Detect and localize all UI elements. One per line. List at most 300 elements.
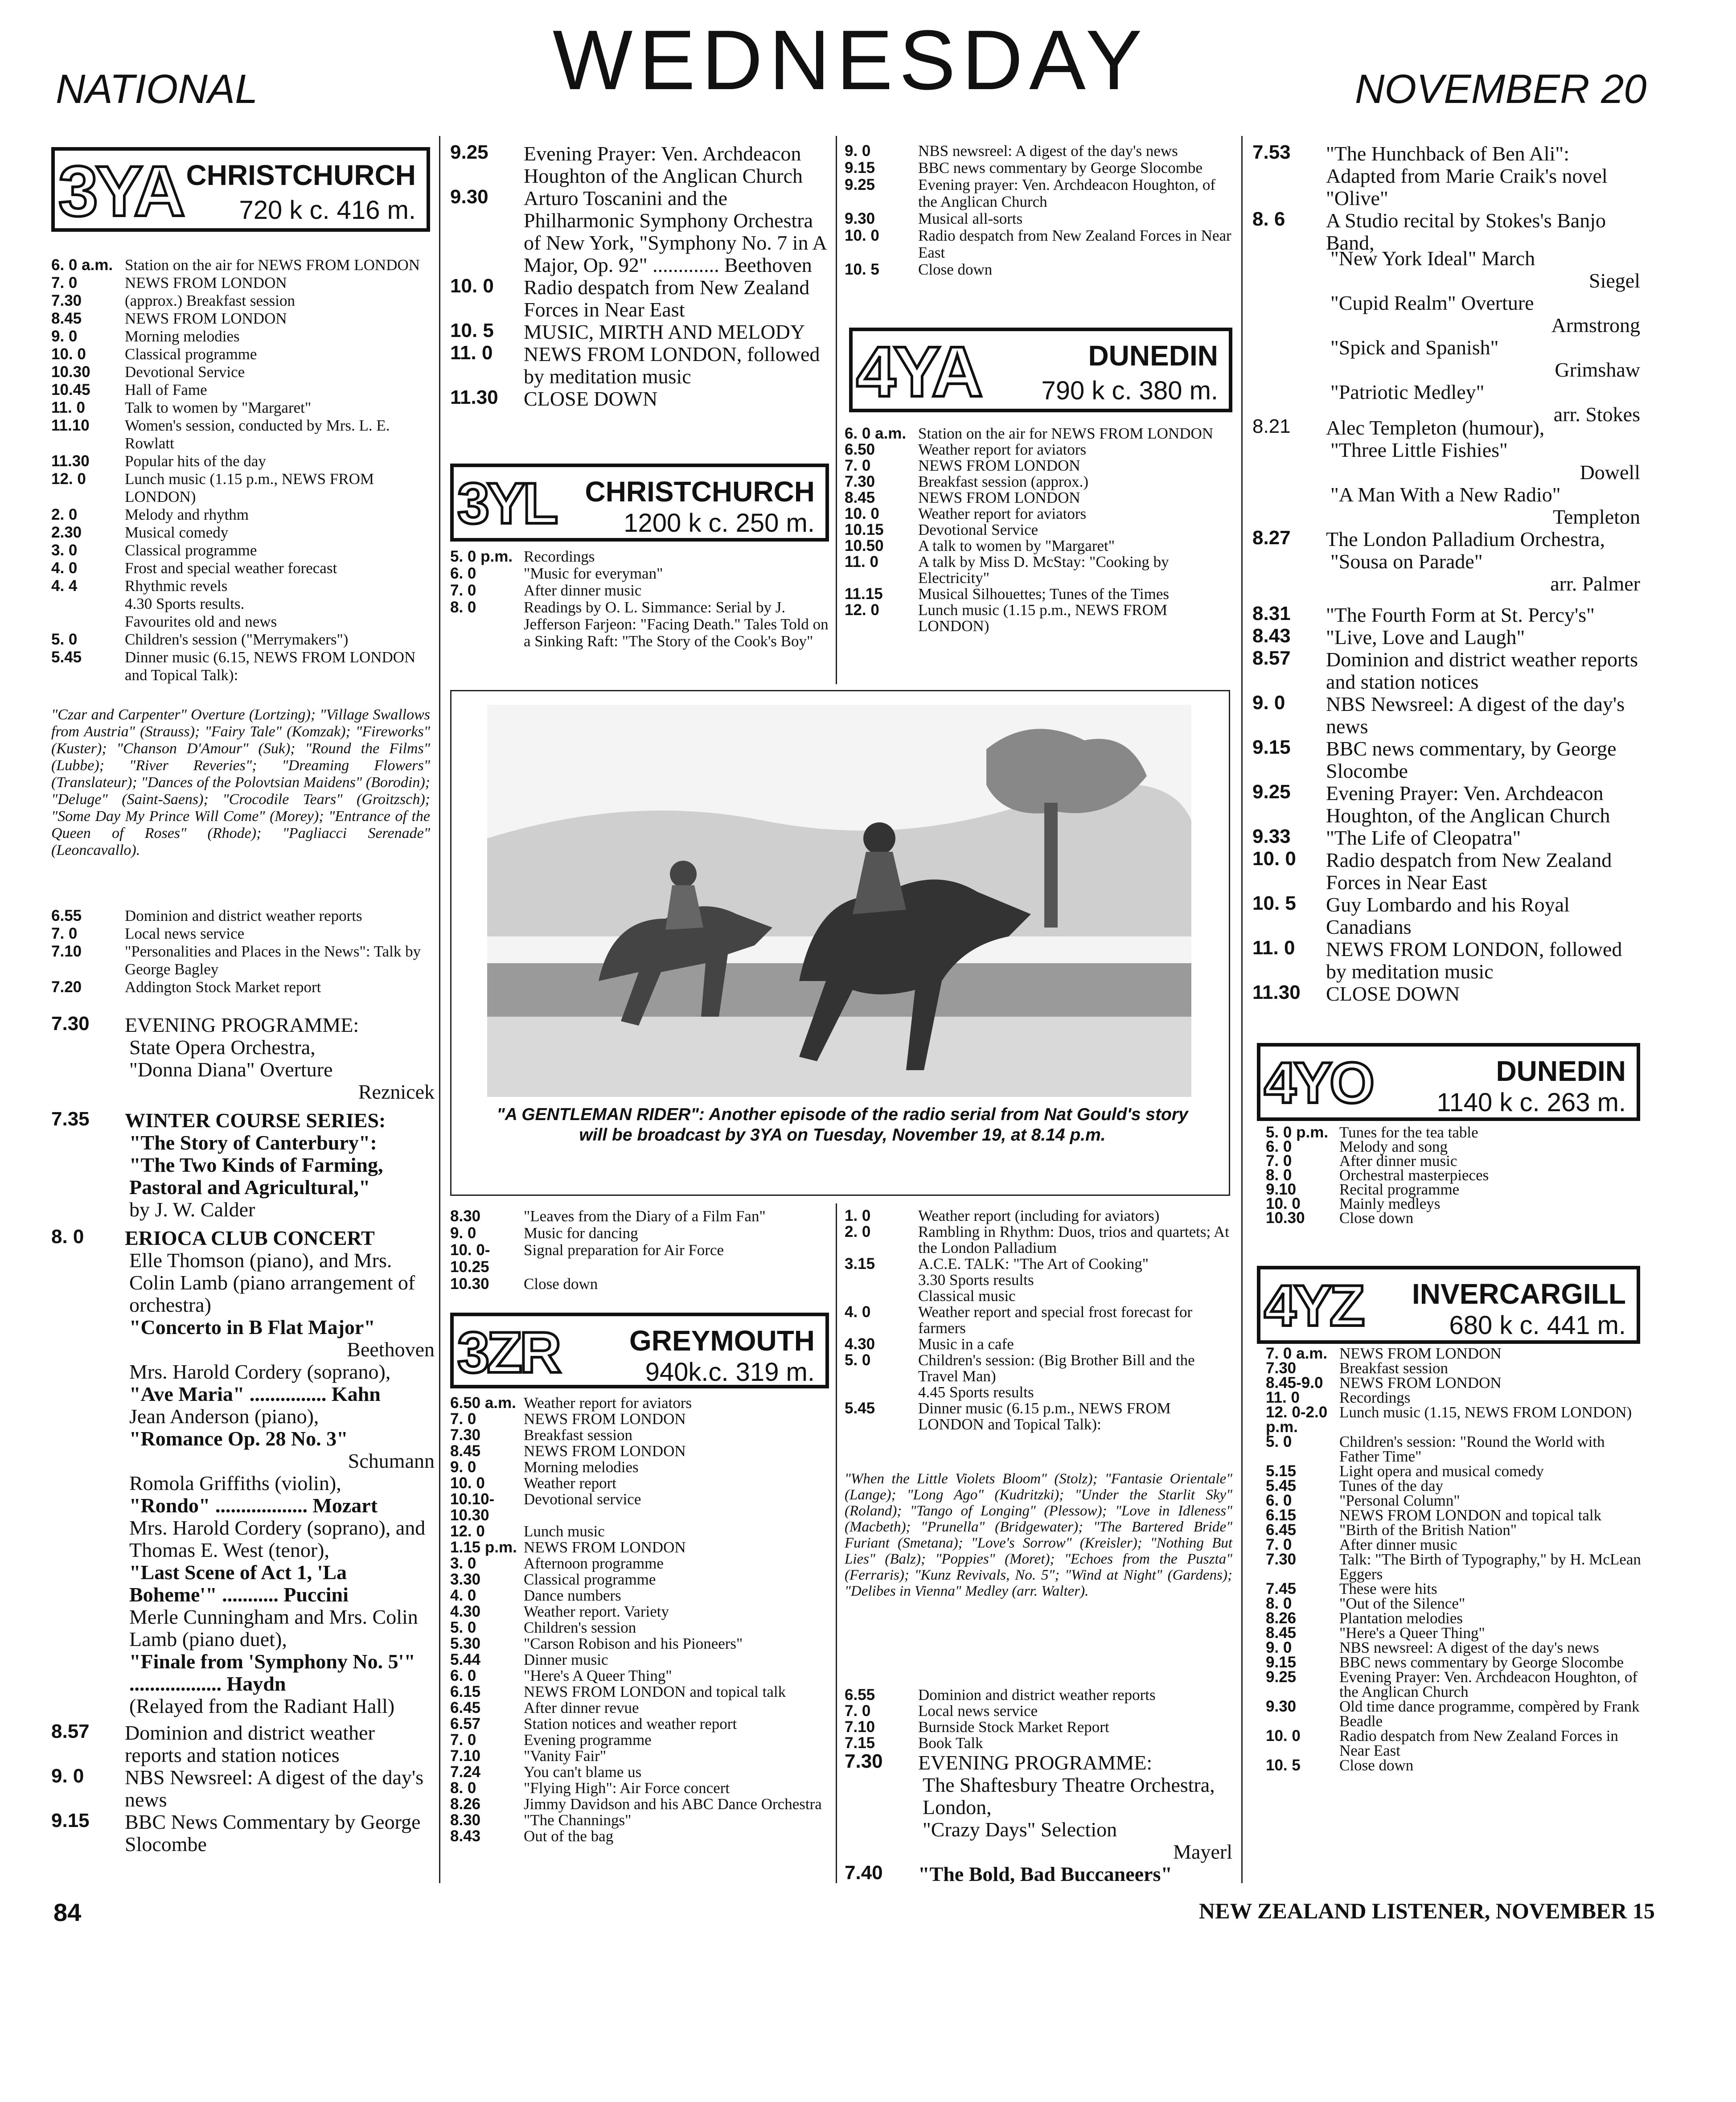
programme-text: Arturo Toscanini and the Philharmonic Symphony Orchestra of New York, "Symphony No. 7 in A Major, Op. 92" ............. Beethoven [524, 187, 826, 276]
time-label: 3. 0 [450, 1555, 476, 1572]
programme-line: "Three Little Fishies" [1330, 439, 1508, 461]
schedule-entry [1252, 604, 1640, 626]
programme-text: Rhythmic revels [125, 577, 228, 595]
programme-heading: ERIOCA CLUB CONCERT [125, 1227, 375, 1249]
programme-text: Children's session [524, 1619, 636, 1636]
time-label: 10.15 [845, 521, 884, 538]
programme-text: Morning melodies [125, 328, 240, 345]
time-label: 7.30 [845, 1750, 883, 1772]
time-label: 7.10 [51, 943, 82, 960]
programme-text: "Vanity Fair" [524, 1747, 607, 1765]
programme-text: Station notices and weather report [524, 1715, 737, 1733]
schedule-entry [845, 1687, 1232, 1703]
programme-text: "The Life of Cleopatra" [1326, 826, 1521, 849]
programme-text: Evening Prayer: Ven. Archdeacon Houghton, of the Anglican Church [1339, 1668, 1638, 1700]
schedule-entry [450, 1459, 829, 1475]
programme-text: Lunch music (1.15 p.m., NEWS FROM LONDON) [125, 470, 374, 505]
schedule-entry [51, 274, 430, 292]
time-label: 7.24 [450, 1763, 481, 1781]
programme-text: Classical programme [524, 1571, 656, 1588]
schedule-entry [51, 613, 430, 631]
schedule-entry [51, 417, 430, 452]
schedule-entry [845, 227, 1232, 261]
station-city: DUNEDIN [1088, 340, 1218, 372]
programme-text: Lunch music (1.15, NEWS FROM LONDON) [1339, 1404, 1632, 1421]
programme-text: Recordings [1339, 1389, 1411, 1406]
time-label: 4. 0 [51, 559, 78, 577]
time-label: 9.25 [1266, 1668, 1297, 1686]
programme-text: Evening programme [524, 1731, 652, 1749]
schedule-entry [1266, 1464, 1645, 1478]
programme-text: Dominion and district weather reports and station notices [1326, 648, 1638, 693]
schedule-entry [1266, 1375, 1645, 1390]
schedule-entry [450, 1620, 829, 1636]
station-call-sign: 3ZR [457, 1320, 559, 1385]
programme-text: Talk to women by "Margaret" [125, 399, 312, 416]
time-label: 9. 0 [845, 142, 871, 160]
composer: Grimshaw [1555, 358, 1640, 381]
time-label: 12. 0 [51, 470, 86, 488]
time-label: 9. 0 [51, 328, 78, 345]
time-label: 5. 0 [1266, 1433, 1292, 1450]
programme-line: BBC News Commentary by George Slocombe [125, 1811, 421, 1856]
programme-text: Weather report and special frost forecast for farmers [918, 1303, 1193, 1337]
time-label: 6. 0 [450, 565, 476, 582]
programme-text: Weather report for aviators [918, 441, 1087, 458]
programme-text: Close down [1339, 1757, 1414, 1774]
programme-line: NBS Newsreel: A digest of the day's news [125, 1766, 424, 1811]
time-label: 6.45 [450, 1699, 481, 1716]
schedule-entry [845, 522, 1232, 538]
station-box-4yo [1257, 1043, 1640, 1121]
programme-line: "Romance Op. 28 No. 3" [129, 1427, 348, 1450]
programme-line: Dominion and district weather reports and station notices [125, 1721, 375, 1766]
time-label: 7.30 [450, 1426, 481, 1444]
programme-text: Favourites old and news [125, 613, 277, 630]
schedule-entry [845, 586, 1232, 602]
programme-text: Musical comedy [125, 524, 229, 541]
time-label: 7.30 [1266, 1359, 1297, 1377]
time-label: 9.25 [1252, 781, 1291, 803]
schedule-3ya-evening [51, 907, 430, 996]
schedule-entry [1266, 1626, 1645, 1640]
time-label: 10.45 [51, 381, 90, 398]
schedule-entry [450, 276, 829, 321]
schedule-entry [51, 399, 430, 417]
programme-line: The London Palladium Orchestra, [1326, 528, 1605, 550]
station-frequency: 940k.c. 319 m. [645, 1358, 815, 1387]
station-city: GREYMOUTH [629, 1325, 815, 1357]
programme-text: Radio despatch from New Zealand Forces in Near East [1339, 1727, 1618, 1759]
schedule-entry [845, 1208, 1232, 1224]
schedule-entry [1252, 626, 1640, 649]
schedule-3ya-daytime [51, 256, 430, 684]
time-label: 9. 0 [450, 1224, 476, 1242]
schedule-entry [1252, 894, 1640, 938]
schedule-entry [450, 1588, 829, 1604]
programme-text: NEWS FROM LONDON [524, 1410, 686, 1428]
programme-text: Radio despatch from New Zealand Forces in Near East [524, 276, 810, 321]
time-label: 7. 0 [845, 1702, 871, 1720]
time-label: 7.40 [845, 1862, 883, 1884]
time-label [51, 613, 125, 631]
programme-text: Breakfast session [524, 1426, 632, 1444]
programme-text: After dinner music [1339, 1536, 1457, 1553]
schedule-entry [1266, 1346, 1645, 1361]
time-label: 7.53 [1252, 141, 1291, 163]
programme-text: "Here's A Queer Thing" [524, 1667, 672, 1684]
time-label: 6. 0 a.m. [845, 425, 907, 442]
programme-line: State Opera Orchestra, [129, 1036, 316, 1059]
schedule-entry [51, 943, 430, 978]
templeton-palladium [1252, 417, 1640, 595]
schedule-entry [450, 1796, 829, 1812]
time-label: 7.45 [1266, 1580, 1297, 1597]
station-frequency: 680 k c. 441 m. [1449, 1311, 1626, 1340]
time-label: 5.45 [1266, 1477, 1297, 1494]
schedule-entry [450, 1700, 829, 1716]
programme-text: Radio despatch from New Zealand Forces in Near East [1326, 849, 1612, 894]
composer: Beethoven [347, 1338, 435, 1361]
composer: Armstrong [1551, 314, 1640, 337]
programme-text: Morning melodies [524, 1458, 639, 1476]
schedule-entry [51, 978, 430, 996]
time-label: 7.30 [1266, 1551, 1297, 1568]
programme-text: "Flying High": Air Force concert [524, 1779, 730, 1797]
schedule-entry [450, 1523, 829, 1540]
evening-programme-3ya [51, 1014, 435, 1856]
programme-text: Old time dance programme, compèred by Frank Beadle [1339, 1698, 1640, 1730]
time-label: 8. 0 [1266, 1166, 1292, 1184]
time-label: 9.15 [1252, 736, 1291, 758]
piece-title: "Spick and Spanish" [1330, 336, 1499, 359]
time-label: 4.30 [845, 1335, 875, 1353]
schedule-entry [51, 292, 430, 310]
programme-line: Elle Thomson (piano), and Mrs. Colin Lamb (piano arrangement of orchestra) [129, 1249, 415, 1316]
programme-text: 4.45 Sports results [918, 1384, 1034, 1401]
time-label: 9.25 [845, 176, 875, 193]
programme-text: After dinner revue [524, 1699, 639, 1716]
programme-text: Frost and special weather forecast [125, 559, 337, 577]
programme-text: Signal preparation for Air Force [524, 1241, 724, 1259]
schedule-entry [51, 542, 430, 559]
schedule-entry [450, 1427, 829, 1443]
time-label: 12. 0-2.0 p.m. [1266, 1404, 1328, 1436]
time-label: 10. 0 [1252, 848, 1296, 870]
time-label: 8.43 [450, 1827, 481, 1845]
composer: Reznicek [358, 1080, 435, 1103]
schedule-entry [1266, 1552, 1645, 1581]
programme-text: Talk: "The Birth of Typography," by H. McLean Eggers [1339, 1551, 1641, 1583]
time-label: 7. 0 [450, 1410, 476, 1428]
programme-text: NEWS FROM LONDON [918, 457, 1080, 474]
programme-text: Recital programme [1339, 1181, 1460, 1198]
schedule-3yl-late [450, 1208, 829, 1293]
programme-text: You can't blame us [524, 1763, 642, 1781]
schedule-entry [845, 1288, 1232, 1304]
programme-text: A.C.E. TALK: "The Art of Cooking" [918, 1255, 1149, 1273]
schedule-entry [450, 599, 829, 650]
programme-text: Lunch music [524, 1523, 605, 1540]
programme-text: Local news service [918, 1702, 1038, 1720]
page-title: WEDNESDAY [553, 13, 1149, 107]
time-label: 8.26 [450, 1795, 481, 1813]
programme-text: "The Fourth Form at St. Percy's" [1326, 604, 1595, 626]
schedule-entry [450, 1604, 829, 1620]
programme-text: BBC news commentary, by George Slocombe [1326, 737, 1617, 782]
time-label: 9. 0 [1252, 692, 1285, 714]
time-label: 11.30 [1252, 981, 1301, 1003]
schedule-entry [1252, 143, 1640, 209]
time-label: 5.45 [51, 649, 82, 666]
schedule-entry [450, 1540, 829, 1556]
programme-text: Mainly medleys [1339, 1195, 1441, 1212]
time-label: 2. 0 [845, 1223, 871, 1240]
programme-text: CLOSE DOWN [524, 387, 658, 410]
schedule-entry [845, 474, 1232, 490]
schedule-entry [1266, 1640, 1645, 1655]
programme-line: Mrs. Harold Cordery (soprano), [129, 1360, 391, 1383]
programme-text: Orchestral masterpieces [1339, 1166, 1489, 1184]
time-label: 7. 0 [845, 457, 871, 474]
time-label: 10. 0 [450, 275, 494, 297]
programme-text: Dinner music [524, 1651, 608, 1668]
schedule-entry [1266, 1508, 1645, 1523]
programme-text: NEWS FROM LONDON [125, 274, 287, 291]
programme-text: Children's session ("Merrymakers") [125, 631, 349, 648]
time-label: 7.30 [845, 473, 875, 490]
time-label: 8.57 [1252, 647, 1291, 669]
time-label: 10. 0 [1266, 1195, 1301, 1212]
programme-text: "The Channings" [524, 1811, 632, 1829]
programme-text: These were hits [1339, 1580, 1437, 1597]
programme-line: by J. W. Calder [129, 1198, 255, 1221]
programme-text: Afternoon programme [524, 1555, 664, 1572]
time-label: 11.10 [51, 417, 90, 434]
time-label: 8. 6 [1252, 208, 1285, 230]
time-label: 5.30 [450, 1635, 481, 1652]
programme-line: "The Bold, Bad Buccaneers" [918, 1863, 1172, 1885]
time-label: 2.30 [51, 524, 82, 541]
time-label: 8.45 [450, 1442, 481, 1460]
time-label: 9.15 [1266, 1654, 1297, 1671]
time-label: 6. 0 [450, 1667, 476, 1684]
schedule-entry [845, 261, 1232, 278]
time-label: 9. 0 [450, 1458, 476, 1476]
programme-text: Melody and song [1339, 1138, 1448, 1155]
programme-line: Jean Anderson (piano), [129, 1405, 319, 1428]
schedule-entry [1266, 1523, 1645, 1537]
schedule-3yl [450, 548, 829, 650]
schedule-entry [1266, 1478, 1645, 1493]
programme-text: Children's session: (Big Brother Bill and the Travel Man) [918, 1351, 1195, 1385]
station-box-3zr [450, 1313, 829, 1388]
schedule-entry [51, 310, 430, 328]
programme-text: Dominion and district weather reports [918, 1686, 1156, 1704]
programme-text: MUSIC, MIRTH AND MELODY [524, 320, 805, 343]
composer: Templeton [1552, 505, 1640, 528]
schedule-4ya-daytime [845, 426, 1232, 634]
programme-text: Radio despatch from New Zealand Forces in Near East [918, 227, 1231, 261]
programme-line: "Crazy Days" Selection [923, 1818, 1117, 1841]
schedule-4ya-evening [1252, 143, 1640, 254]
schedule-entry [845, 1384, 1232, 1400]
time-label: 3.15 [845, 1255, 875, 1273]
schedule-entry [1266, 1537, 1645, 1552]
programme-text: Addington Stock Market report [125, 978, 321, 996]
programme-text: Weather report [524, 1474, 617, 1492]
time-label: 1.15 p.m. [450, 1539, 517, 1556]
programme-text: Children's session: "Round the World with Father Time" [1339, 1433, 1605, 1465]
time-label: 4.30 [450, 1603, 481, 1620]
schedule-3zr [450, 1395, 829, 1844]
time-label: 8.57 [51, 1720, 90, 1742]
time-label: 8.30 [450, 1811, 481, 1829]
time-label: 4. 0 [845, 1303, 871, 1321]
programme-line: (Relayed from the Radiant Hall) [129, 1695, 395, 1717]
programme-line: Alec Templeton (humour), [1326, 416, 1545, 439]
programme-text: Breakfast session (approx.) [918, 473, 1088, 490]
magazine-footer: NEW ZEALAND LISTENER, NOVEMBER 15 [1199, 1898, 1655, 1923]
programme-text: After dinner music [524, 582, 642, 599]
schedule-entry [1266, 1596, 1645, 1611]
programme-line: "The Two Kinds of Farming, Pastoral and Agricultural," [129, 1154, 383, 1199]
programme-text: NBS newsreel: A digest of the day's news [918, 142, 1178, 160]
evening-programme-4ya [845, 1752, 1232, 1885]
programme-text: "Personal Column" [1339, 1492, 1460, 1509]
time-label: 7. 0 [1266, 1536, 1292, 1553]
schedule-entry [450, 1812, 829, 1828]
programme-text: Devotional service [524, 1490, 641, 1508]
date-label: NOVEMBER 20 [1355, 66, 1647, 112]
schedule-entry [450, 1748, 829, 1764]
schedule-entry [845, 1336, 1232, 1352]
programme-text: After dinner music [1339, 1152, 1457, 1170]
programme-text: Station on the air for NEWS FROM LONDON [125, 256, 420, 274]
station-frequency: 1200 k c. 250 m. [624, 509, 815, 538]
schedule-entry [1266, 1125, 1645, 1140]
station-city: INVERCARGILL [1412, 1278, 1626, 1310]
schedule-entry [450, 343, 829, 388]
programme-text: NBS Newsreel: A digest of the day's news [1326, 693, 1625, 738]
time-label: 9.15 [51, 1810, 90, 1831]
station-call-sign: 3YL [457, 471, 556, 536]
schedule-entry [450, 565, 829, 582]
programme-text: Music for dancing [524, 1224, 638, 1242]
time-label: 3. 0 [51, 542, 78, 559]
time-label: 5.44 [450, 1651, 481, 1668]
schedule-entry [1252, 983, 1640, 1005]
time-label: 10. 0-10.25 [450, 1241, 490, 1276]
column-rule [836, 1203, 837, 1883]
time-label: 11. 0 [51, 399, 85, 416]
piece-title: "New York Ideal" March [1330, 247, 1535, 270]
time-label: 10. 5 [845, 261, 879, 278]
composer: Dowell [1580, 461, 1640, 484]
programme-text: Dinner music (6.15, NEWS FROM LONDON and Topical Talk): [125, 649, 416, 684]
programme-text: "Carson Robison and his Pioneers" [524, 1635, 743, 1652]
schedule-entry [51, 925, 430, 943]
programme-text: BBC news commentary by George Slocombe [918, 159, 1202, 177]
station-call-sign: 3YA [58, 151, 183, 231]
schedule-4ya-late [845, 143, 1232, 278]
dinner-music-list: "Czar and Carpenter" Overture (Lortzing); "Village Swallows from Austria" (Strauss); "Fairy Tale" (Komzak); "Fireworks" (Kuster); "Chanson D'Amour" (Suk); "Round the Films" (Lubbe); "River Reveries"; "Dreaming Flowers" (Translateur); "Dances of the Polovtsian Maidens" (Borodin); "Deluge" (Saint-Saens); "Crocodile Tears" (Groitzsch); "Some Day My Prince Will Come" (Morey); "Entrance of the Queen of Roses" (Rhode); "Pagliacci Serenade" (Leoncavallo). [51, 706, 430, 858]
programme-heading: EVENING PROGRAMME: [125, 1014, 359, 1036]
schedule-entry [845, 442, 1232, 458]
schedule-entry [1252, 738, 1640, 782]
programme-text: Devotional Service [918, 521, 1038, 538]
programme-text: 4.30 Sports results. [125, 595, 245, 612]
programme-text: NEWS FROM LONDON and topical talk [524, 1683, 786, 1700]
schedule-entry [845, 1735, 1232, 1751]
programme-text: Light opera and musical comedy [1339, 1462, 1544, 1480]
time-label: 9.10 [1266, 1181, 1297, 1198]
schedule-entry [845, 1400, 1232, 1433]
time-label: 11. 0 [450, 342, 493, 364]
schedule-entry [450, 1668, 829, 1684]
schedule-entry [450, 1225, 829, 1242]
time-label: 8.45-9.0 [1266, 1374, 1323, 1392]
time-label: 10. 5 [450, 320, 494, 341]
time-label: 9.30 [450, 186, 488, 208]
programme-text: Weather report for aviators [524, 1394, 692, 1412]
schedule-entry [845, 554, 1232, 586]
programme-text: NBS newsreel: A digest of the day's news [1339, 1639, 1599, 1656]
time-label [51, 595, 125, 613]
time-label: 10.30 [51, 363, 90, 381]
schedule-entry [51, 649, 430, 684]
time-label: 8. 0 [450, 1779, 476, 1797]
programme-text: Close down [1339, 1209, 1414, 1227]
programme-text: NEWS FROM LONDON [1339, 1374, 1502, 1392]
programme-text: Rambling in Rhythm: Duos, trios and quartets; At the London Palladium [918, 1223, 1230, 1256]
time-label: 8.31 [1252, 603, 1291, 624]
time-label: 5. 0 [845, 1351, 871, 1369]
time-label: 11. 0 [845, 553, 878, 571]
programme-text: Plantation melodies [1339, 1609, 1463, 1627]
time-label: 7.10 [845, 1718, 875, 1736]
programme-text: Readings by O. L. Simmance: Serial by J. Jefferson Farjeon: "Facing Death." Tales Told on a Sinking Raft: "The Story of the Cook's Boy" [524, 599, 829, 650]
time-label: 6.45 [1266, 1521, 1297, 1539]
programme-text: Out of the bag [524, 1827, 614, 1845]
time-label: 7.10 [450, 1747, 481, 1765]
schedule-entry [845, 426, 1232, 442]
programme-text: "Birth of the British Nation" [1339, 1521, 1517, 1539]
schedule-entry [845, 1352, 1232, 1384]
programme-text: Dominion and district weather reports [125, 907, 362, 924]
programme-text: "The Hunchback of Ben Ali": Adapted from Marie Craik's novel "Olive" [1326, 142, 1608, 209]
schedule-4ya-afternoon [845, 1208, 1232, 1433]
time-label: 5.45 [845, 1400, 875, 1417]
schedule-4yz [1266, 1346, 1645, 1773]
programme-text: Weather report for aviators [918, 505, 1087, 522]
schedule-entry [1266, 1670, 1645, 1699]
time-label: 8.45 [1266, 1624, 1297, 1642]
programme-text: 3.30 Sports results [918, 1271, 1034, 1289]
programme-line: Merle Cunningham and Mrs. Colin Lamb (piano duet), [129, 1605, 418, 1650]
programme-line: "Rondo" .................. Mozart [129, 1494, 378, 1517]
time-label: 6.55 [845, 1686, 875, 1704]
network-label: NATIONAL [56, 66, 258, 112]
programme-text: CLOSE DOWN [1326, 982, 1460, 1005]
programme-text: Evening Prayer: Ven. Archdeacon Houghton of the Anglican Church [524, 142, 803, 187]
schedule-entry [450, 1652, 829, 1668]
schedule-entry [1266, 1655, 1645, 1670]
schedule-entry [1266, 1361, 1645, 1375]
time-label: 10. 0 [450, 1474, 485, 1492]
time-label: 5. 0 p.m. [1266, 1124, 1329, 1141]
schedule-entry [845, 143, 1232, 160]
